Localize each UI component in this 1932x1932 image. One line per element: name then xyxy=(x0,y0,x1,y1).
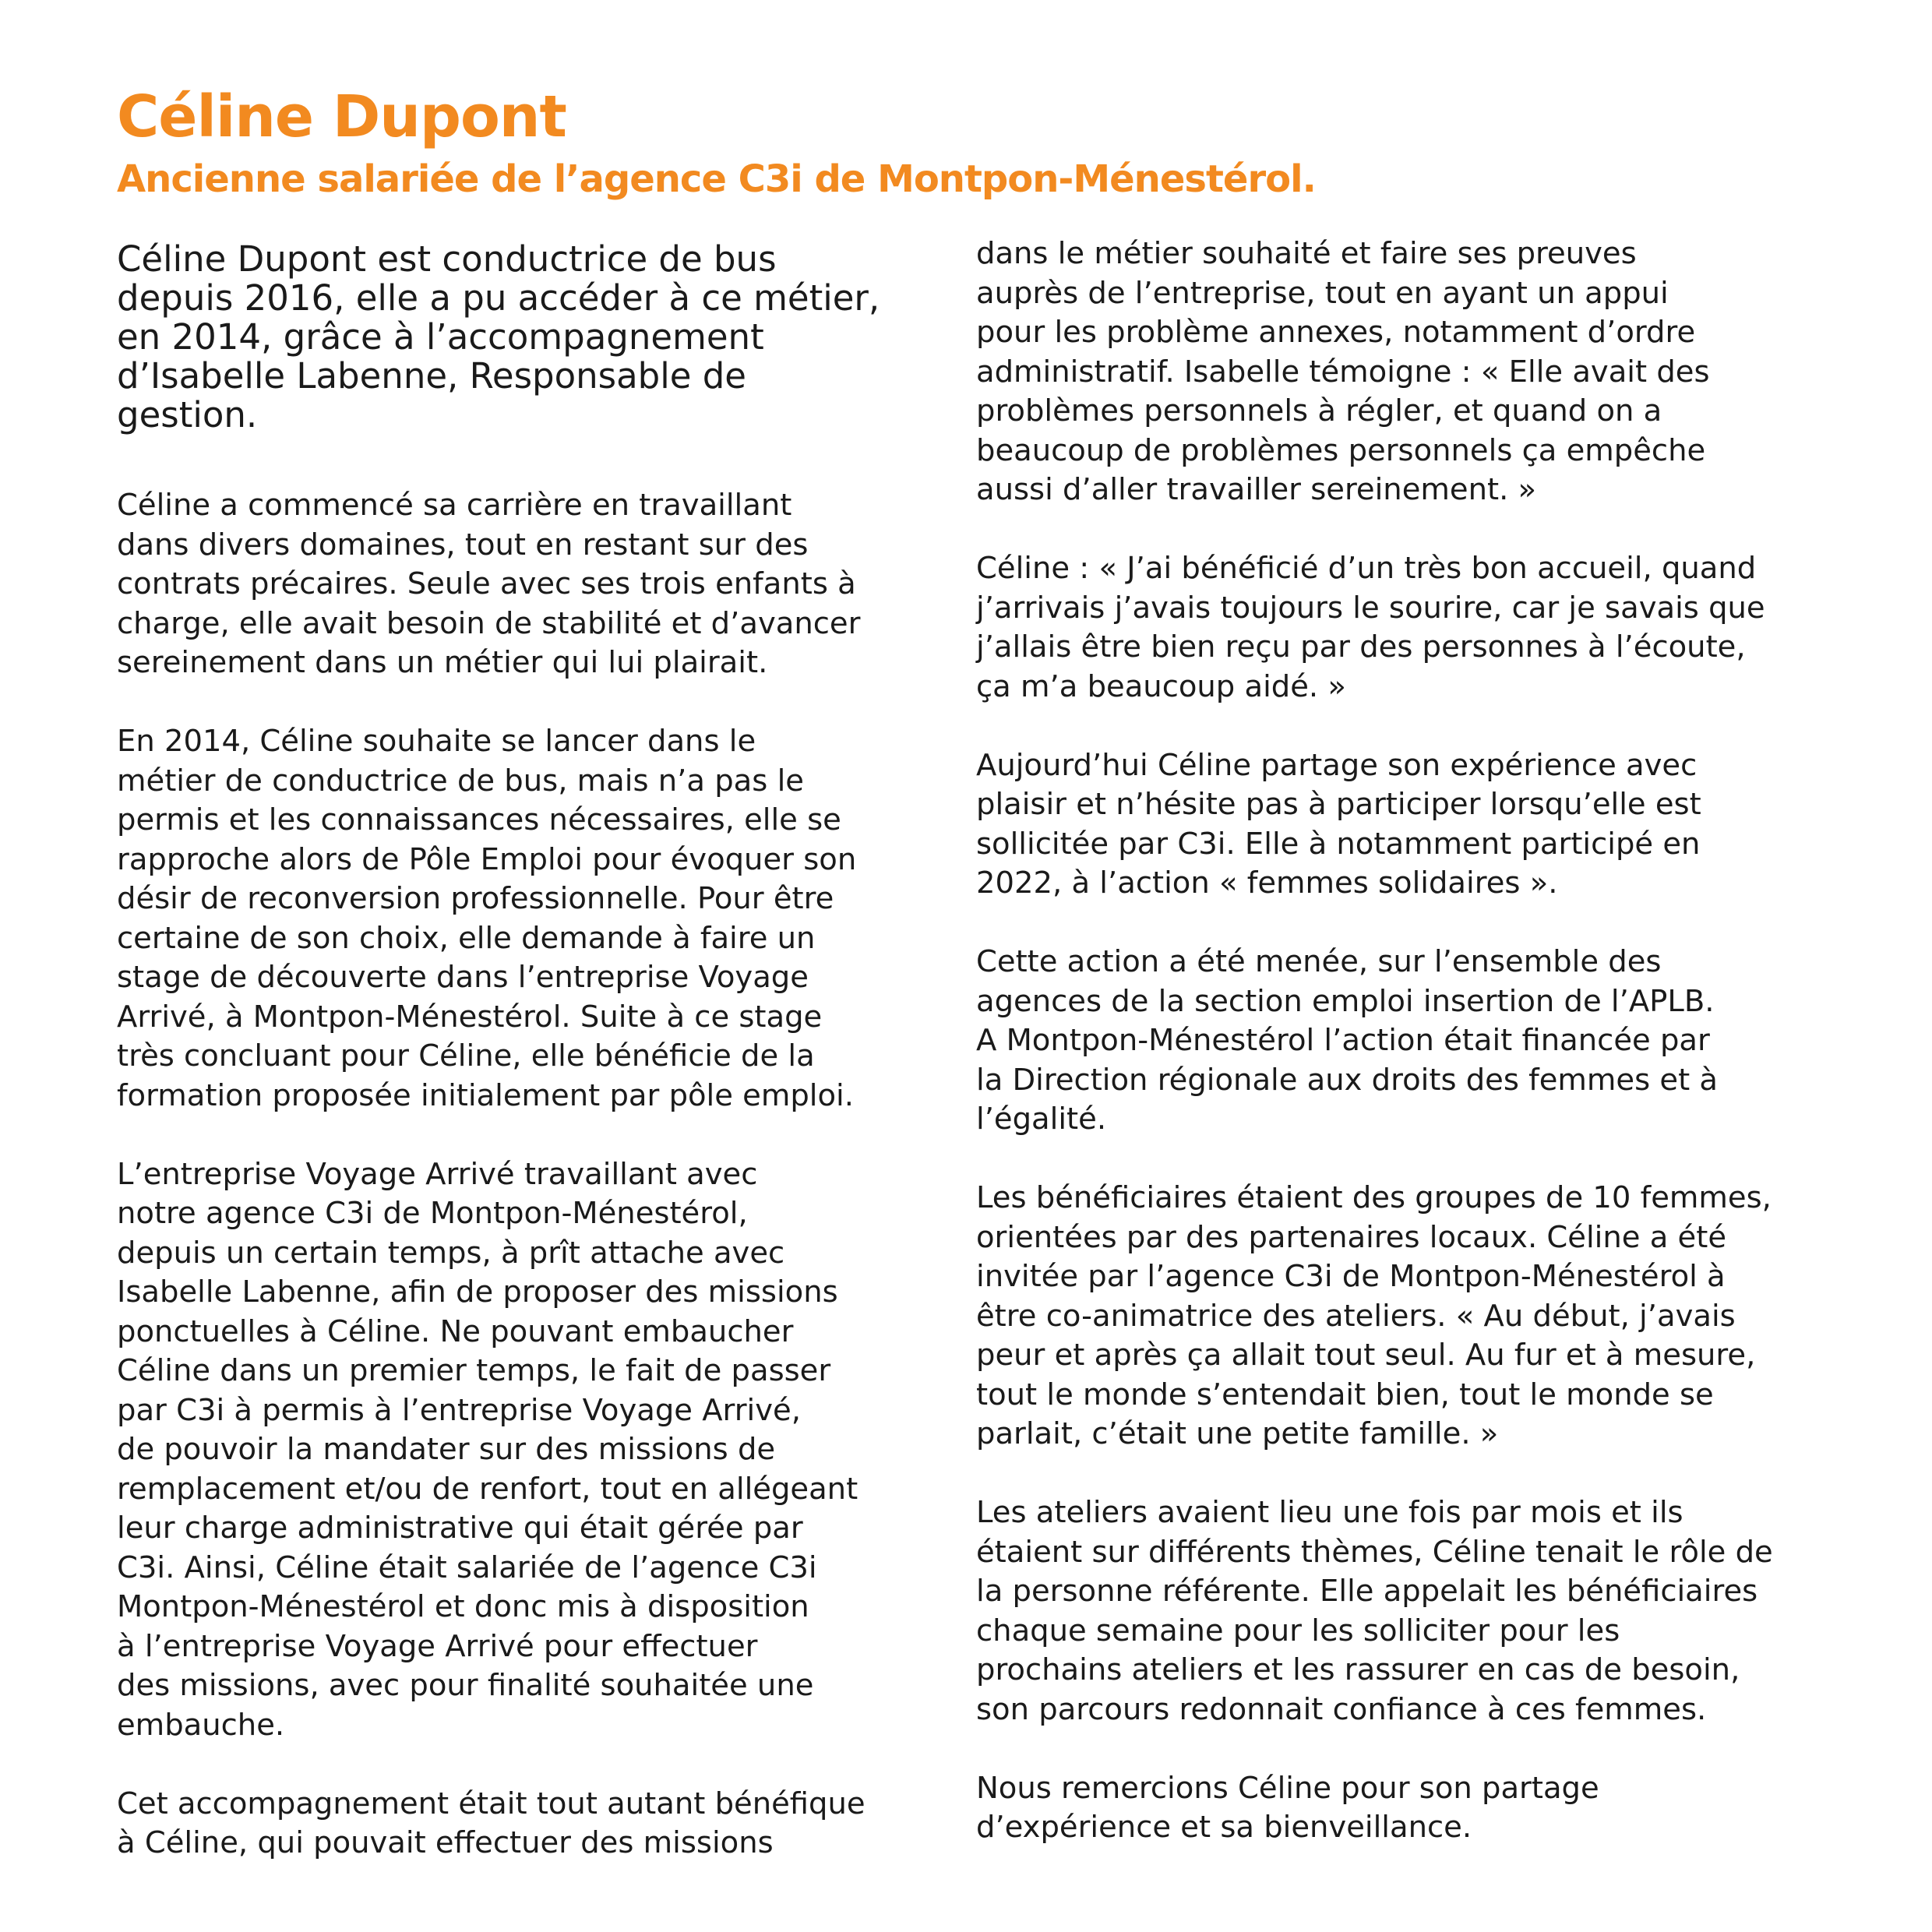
text-line: contrats précaires. Seule avec ses trois enfants à xyxy=(117,566,856,601)
text-line: des missions, avec pour finalité souhaitée une xyxy=(117,1668,814,1703)
left-column xyxy=(117,234,966,1863)
text-line: auprès de l’entreprise, tout en ayant un appui xyxy=(976,275,1669,311)
text-line: rapproche alors de Pôle Emploi pour évoquer son xyxy=(117,841,857,877)
text-line: étaient sur différents thèmes, Céline tenait le rôle de xyxy=(976,1534,1773,1570)
text-line: désir de reconversion professionnelle. Pour être xyxy=(117,881,834,916)
body-paragraph xyxy=(976,1179,1849,1454)
text-line: tout le monde s’entendait bien, tout le monde se xyxy=(976,1377,1714,1412)
body-paragraph xyxy=(976,943,1849,1140)
text-line: certaine de son choix, elle demande à faire un xyxy=(117,920,816,956)
body-paragraph xyxy=(976,1769,1849,1848)
body-paragraph xyxy=(976,549,1849,707)
lead-paragraph xyxy=(117,240,966,435)
text-line: la personne référente. Elle appelait les bénéficiaires xyxy=(976,1574,1758,1609)
text-line: embauche. xyxy=(117,1707,285,1743)
text-line: Les bénéficiaires étaient des groupes de 10 femmes, xyxy=(976,1180,1772,1215)
body-paragraph xyxy=(117,722,966,1116)
text-line: son parcours redonnait confiance à ces femmes. xyxy=(976,1691,1707,1727)
text-line: Céline Dupont est conductrice de bus xyxy=(117,238,777,280)
text-line: Les ateliers avaient lieu une fois par mois et ils xyxy=(976,1495,1683,1530)
text-line: beaucoup de problèmes personnels ça empêche xyxy=(976,432,1706,468)
text-line: j’arrivais j’avais toujours le sourire, car je savais que xyxy=(976,590,1765,626)
text-line: depuis 2016, elle a pu accéder à ce métier, xyxy=(117,277,880,319)
text-line: Montpon-Ménestérol et donc mis à disposition xyxy=(117,1589,809,1624)
text-line: d’expérience et sa bienveillance. xyxy=(976,1810,1472,1845)
left-paragraphs xyxy=(117,486,966,1863)
text-line: Isabelle Labenne, afin de proposer des missions xyxy=(117,1274,838,1310)
body-paragraph xyxy=(976,234,1849,510)
text-line: Céline : « J’ai bénéficié d’un très bon accueil, quand xyxy=(976,551,1757,586)
text-line: administratif. Isabelle témoigne : « Elle avait des xyxy=(976,354,1710,390)
text-line: C3i. Ainsi, Céline était salariée de l’agence C3i xyxy=(117,1549,817,1585)
text-line: agences de la section emploi insertion de l’APLB. xyxy=(976,983,1715,1019)
text-line: orientées par des partenaires locaux. Céline a été xyxy=(976,1219,1727,1255)
page-subtitle: Ancienne salariée de l’agence C3i de Montpon-Ménestérol. xyxy=(117,157,1316,201)
text-line: Cet accompagnement était tout autant bénéfique xyxy=(117,1786,866,1821)
body-paragraph xyxy=(117,1155,966,1746)
text-line: plaisir et n’hésite pas à participer lorsqu’elle est xyxy=(976,787,1701,822)
text-line: pour les problème annexes, notamment d’ordre xyxy=(976,315,1696,350)
body-paragraph xyxy=(117,486,966,683)
text-line: Cette action a été menée, sur l’ensemble des xyxy=(976,944,1662,979)
text-line: dans le métier souhaité et faire ses preuves xyxy=(976,236,1637,271)
text-line: prochains ateliers et les rassurer en cas de besoin, xyxy=(976,1652,1740,1687)
body-paragraph xyxy=(976,746,1849,904)
body-paragraph xyxy=(976,1493,1849,1729)
text-line: charge, elle avait besoin de stabilité et d’avancer xyxy=(117,605,861,641)
text-line: ponctuelles à Céline. Ne pouvant embaucher xyxy=(117,1313,794,1349)
text-line: stage de découverte dans l’entreprise Voyage xyxy=(117,960,809,995)
text-line: permis et les connaissances nécessaires, elle se xyxy=(117,802,841,837)
text-line: 2022, à l’action « femmes solidaires ». xyxy=(976,866,1558,901)
text-line: invitée par l’agence C3i de Montpon-Ménestérol à xyxy=(976,1259,1726,1294)
text-line: sollicitée par C3i. Elle à notamment participé en xyxy=(976,826,1701,862)
body-paragraph xyxy=(117,1785,966,1863)
text-line: leur charge administrative qui était gérée par xyxy=(117,1511,803,1546)
text-line: Aujourd’hui Céline partage son expérience avec xyxy=(976,747,1698,783)
text-line: sereinement dans un métier qui lui plairait. xyxy=(117,645,768,680)
text-line: notre agence C3i de Montpon-Ménestérol, xyxy=(117,1196,748,1231)
text-line: Arrivé, à Montpon-Ménestérol. Suite à ce stage xyxy=(117,999,823,1035)
text-line: Nous remercions Céline pour son partage xyxy=(976,1770,1599,1806)
text-line: par C3i à permis à l’entreprise Voyage Arrivé, xyxy=(117,1392,801,1428)
text-line: problèmes personnels à régler, et quand on a xyxy=(976,393,1662,428)
text-line: métier de conductrice de bus, mais n’a pas le xyxy=(117,763,804,799)
text-line: la Direction régionale aux droits des femmes et à xyxy=(976,1062,1719,1098)
text-line: à Céline, qui pouvait effectuer des missions xyxy=(117,1825,774,1860)
text-line: l’égalité. xyxy=(976,1102,1107,1137)
text-line: en 2014, grâce à l’accompagnement xyxy=(117,316,764,358)
text-line: En 2014, Céline souhaite se lancer dans le xyxy=(117,724,756,759)
text-line: formation proposée initialement par pôle emploi. xyxy=(117,1077,854,1113)
text-line: parlait, c’était une petite famille. » xyxy=(976,1416,1499,1451)
text-line: de pouvoir la mandater sur des missions de xyxy=(117,1432,776,1467)
text-line: aussi d’aller travailler sereinement. » xyxy=(976,472,1537,507)
text-line: gestion. xyxy=(117,394,258,435)
right-column xyxy=(976,234,1849,1848)
right-paragraphs xyxy=(976,234,1849,1848)
text-line: L’entreprise Voyage Arrivé travaillant avec xyxy=(117,1156,758,1192)
text-line: dans divers domaines, tout en restant sur des xyxy=(117,527,809,562)
text-line: j’allais être bien reçu par des personnes à l’écoute, xyxy=(976,629,1746,665)
text-line: peur et après ça allait tout seul. Au fur et à mesure, xyxy=(976,1338,1756,1373)
text-line: Céline dans un premier temps, le fait de passer xyxy=(117,1353,831,1388)
article-header xyxy=(117,78,1831,203)
text-line: depuis un certain temps, à prît attache avec xyxy=(117,1235,785,1271)
text-line: très concluant pour Céline, elle bénéficie de la xyxy=(117,1038,815,1074)
text-line: A Montpon-Ménestérol l’action était financée par xyxy=(976,1023,1710,1058)
text-line: ça m’a beaucoup aidé. » xyxy=(976,668,1346,704)
text-line: être co-animatrice des ateliers. « Au début, j’avais xyxy=(976,1298,1736,1334)
text-line: à l’entreprise Voyage Arrivé pour effectuer xyxy=(117,1628,758,1664)
text-line: chaque semaine pour les solliciter pour les xyxy=(976,1613,1620,1648)
page-title: Céline Dupont xyxy=(117,83,566,150)
text-line: Céline a commencé sa carrière en travaillant xyxy=(117,488,792,523)
text-line: remplacement et/ou de renfort, tout en allégeant xyxy=(117,1471,858,1507)
text-line: d’Isabelle Labenne, Responsable de xyxy=(117,355,746,397)
